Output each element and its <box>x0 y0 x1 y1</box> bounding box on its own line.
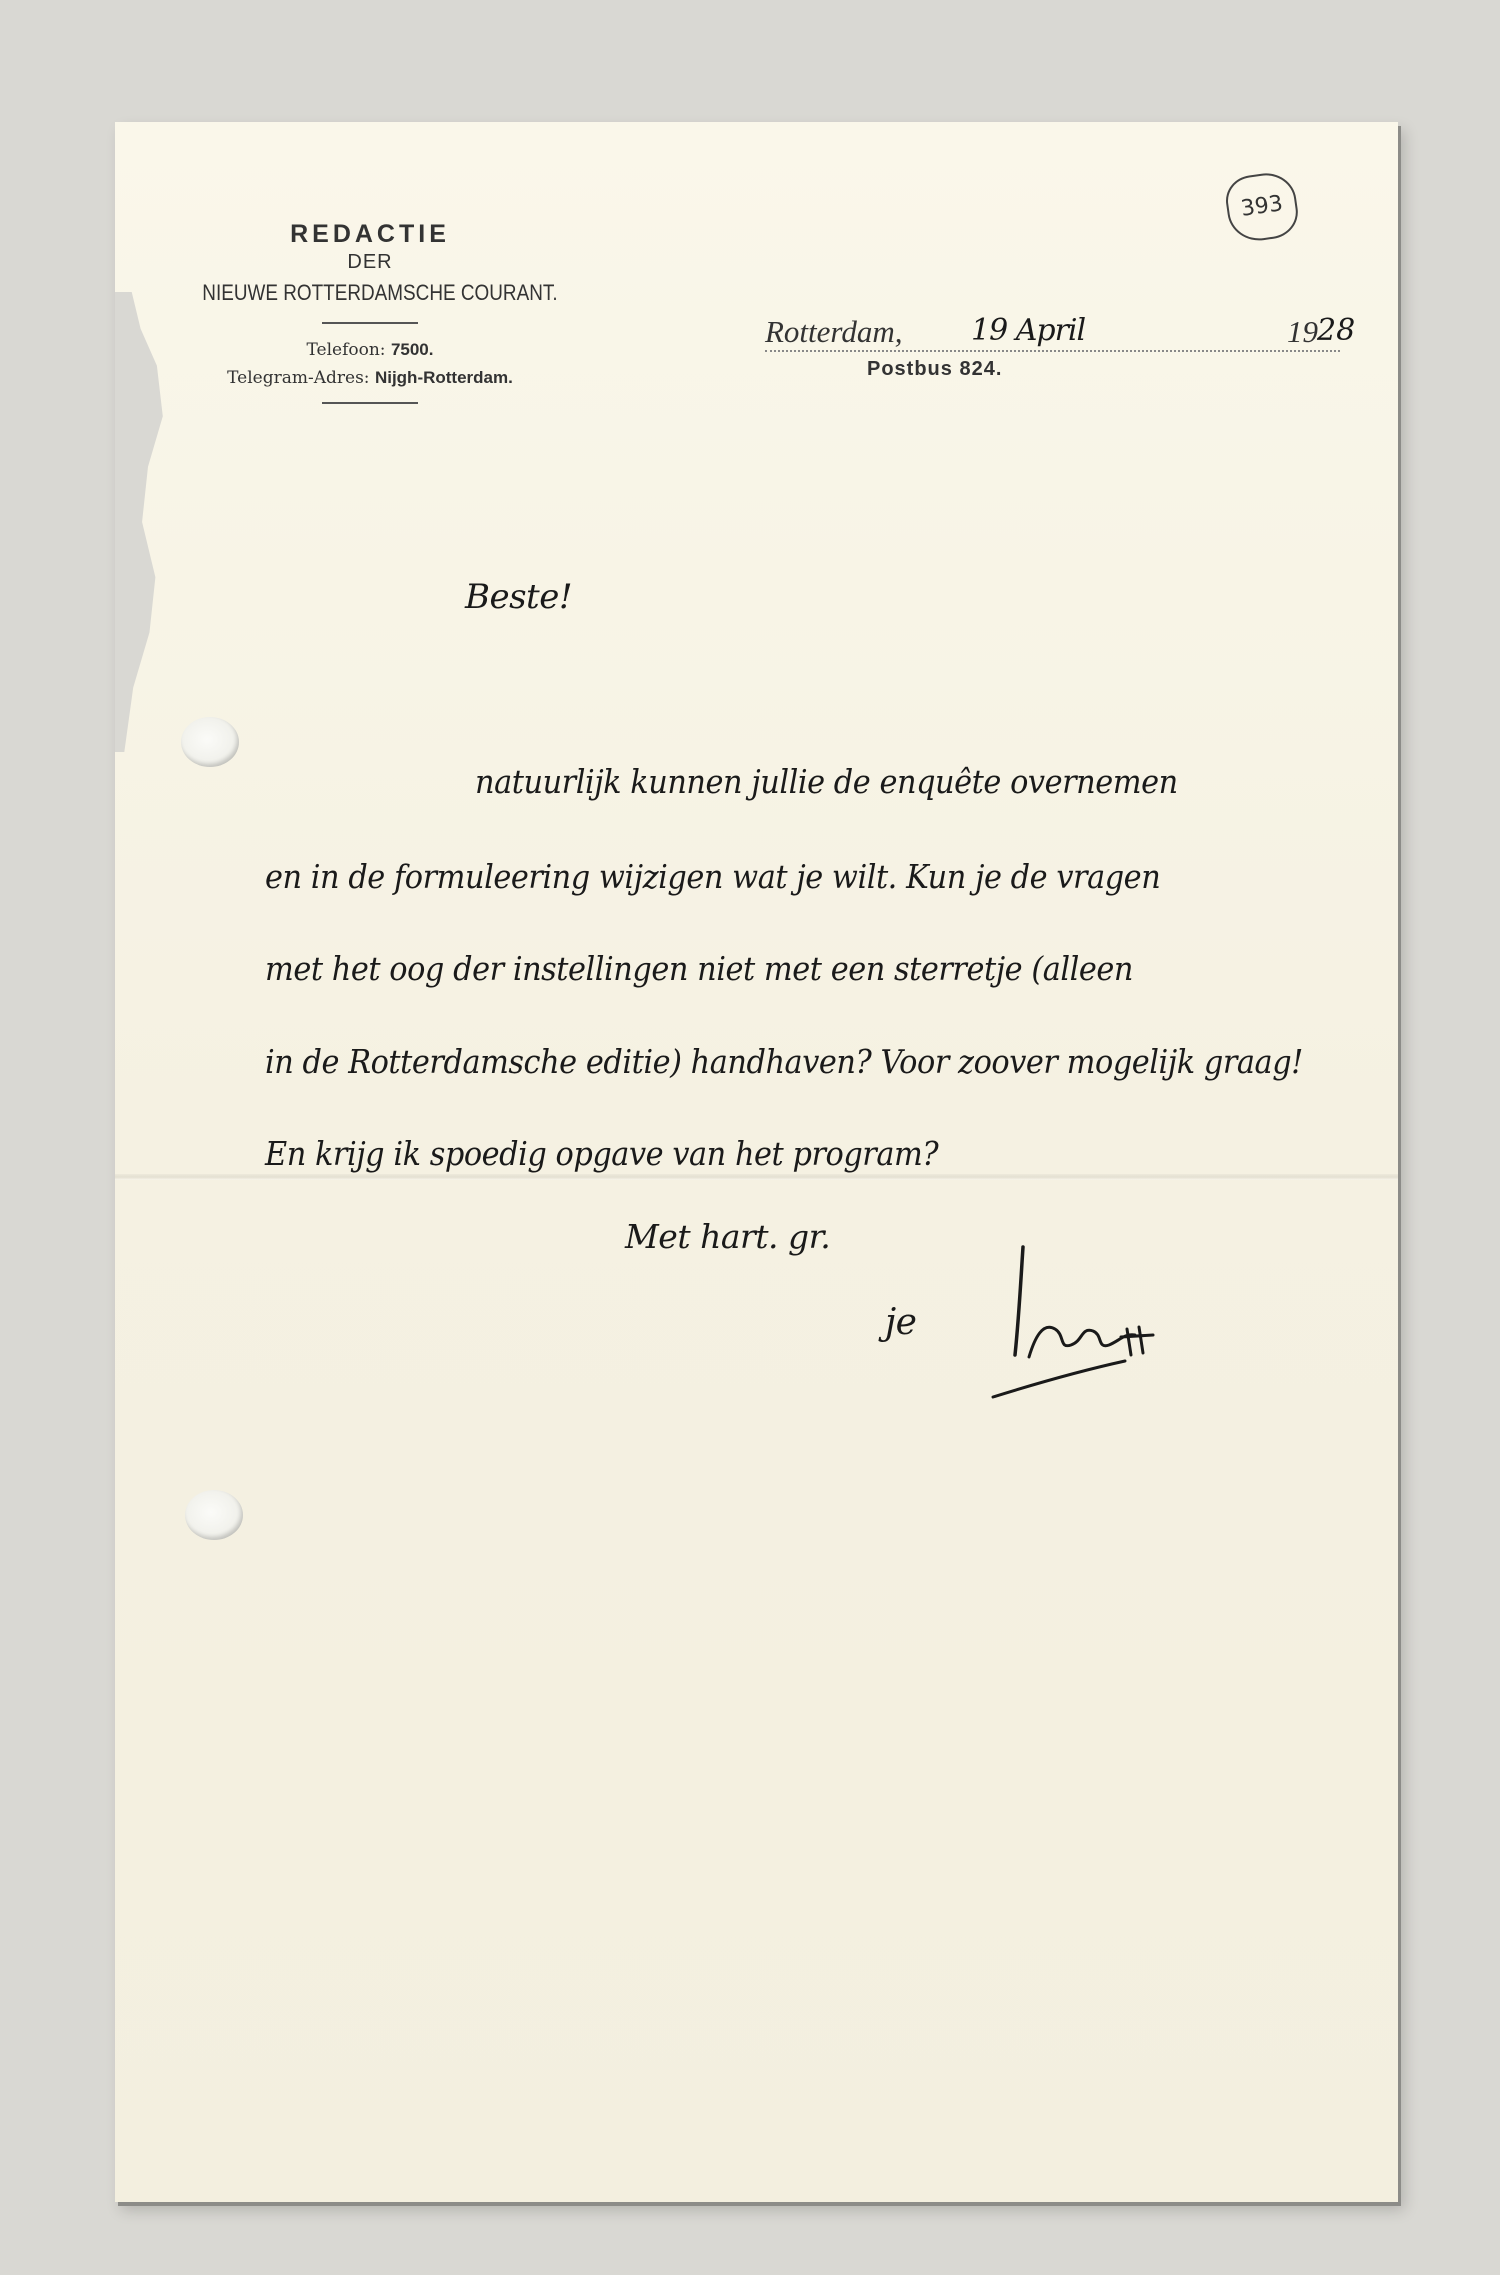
signature <box>985 1237 1185 1407</box>
letterhead-newspaper: NIEUWE ROTTERDAMSCHE COURANT. <box>202 280 558 305</box>
dateline <box>765 310 1356 352</box>
telefoon-value: 7500. <box>390 340 434 359</box>
letterhead-divider-bottom <box>322 402 418 404</box>
letter-sheet <box>115 122 1398 2202</box>
telegram-value: Nijgh-Rotterdam. <box>374 368 513 387</box>
body-line: natuurlijk kunnen jullie de enquête overnemen <box>475 762 1178 801</box>
body-line: en in de formuleering wijzigen wat je wilt. Kun je de vragen <box>265 857 1161 896</box>
letterhead-telefoon <box>175 336 565 364</box>
postbus: Postbus 824. <box>867 358 1003 380</box>
archive-number-stamp: 393 <box>1223 169 1302 244</box>
dateline-year-handwritten: 28 <box>1317 313 1356 348</box>
punch-hole-top <box>181 717 239 767</box>
punch-hole-bottom <box>185 1490 243 1540</box>
body-line: En krijg ik spoedig opgave van het program? <box>265 1134 939 1173</box>
closing: Met hart. gr. <box>625 1217 831 1256</box>
body-line: in de Rotterdamsche editie) handhaven? Voor zoover mogelijk graag! <box>265 1042 1303 1081</box>
dateline-date: 19 April <box>971 313 1086 348</box>
salutation: Beste! <box>465 577 573 617</box>
dateline-place: Rotterdam, <box>765 314 903 349</box>
letterhead-divider <box>322 322 418 324</box>
letterhead-telegram <box>175 364 565 392</box>
telegram-label: Telegram-Adres: <box>227 368 370 388</box>
fold-line <box>115 1174 1398 1180</box>
body-line: met het oog der instellingen niet met een sterretje (alleen <box>265 949 1133 988</box>
closing-initial: je <box>885 1302 917 1343</box>
letterhead-title: REDACTIE <box>290 220 450 248</box>
telefoon-label: Telefoon: <box>306 340 386 360</box>
letterhead-der: DER <box>347 251 393 273</box>
dateline-year-printed: 19 <box>1287 314 1318 349</box>
letterhead <box>175 220 565 416</box>
